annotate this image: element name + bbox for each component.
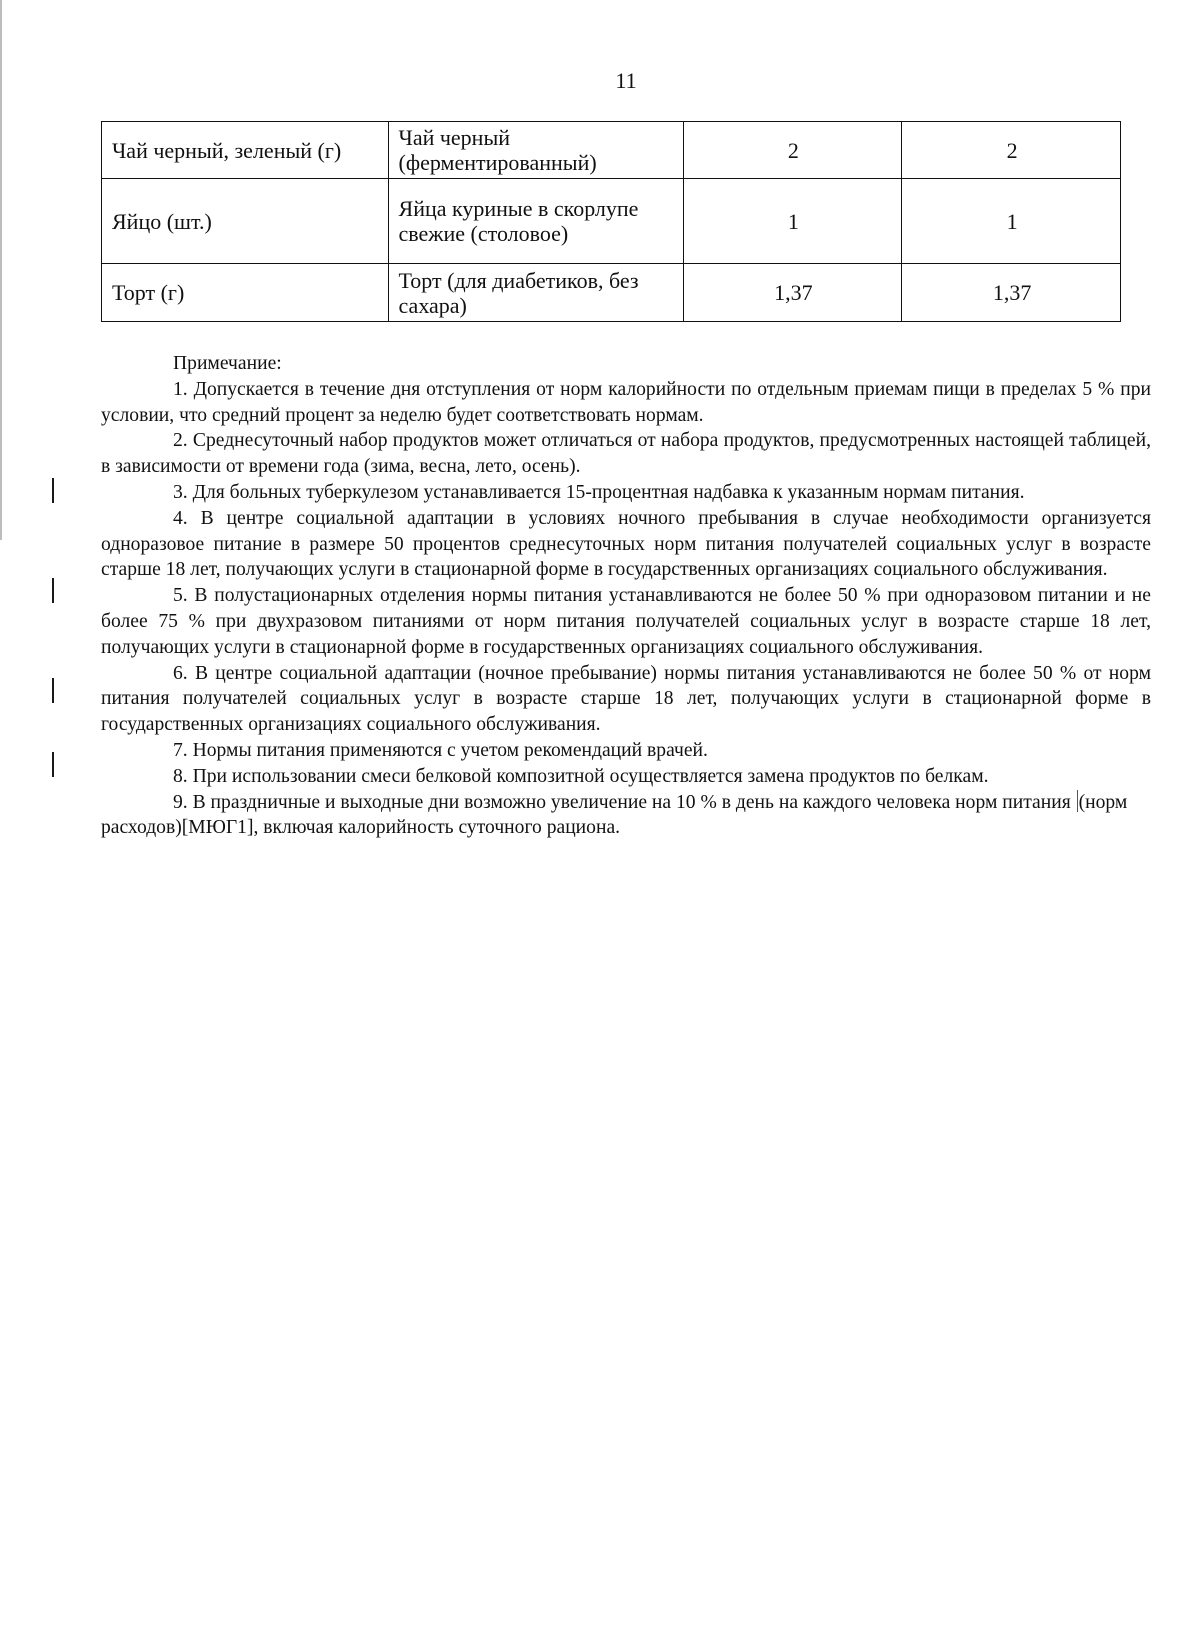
table-row	[102, 179, 1121, 264]
norm-value-cell: 1	[902, 179, 1121, 264]
comment-marker	[1077, 790, 1078, 812]
norm-value-cell: 1,37	[902, 264, 1121, 322]
page-number: 11	[615, 68, 637, 93]
note-item: 6. В центре социальной адаптации (ночное пребывание) нормы питания устанавливаются не более 50 % от норм питания получателей социальных услуг в возрасте старше 18 лет, получающих услуги в стационарной форме в государственных организациях социального обслуживания.	[101, 662, 1151, 736]
product-description-cell: Торт (для диабетиков, без сахара)	[388, 264, 683, 322]
notes-section	[101, 351, 1151, 841]
norm-value-cell: 1	[683, 179, 902, 264]
norm-value-cell: 2	[902, 122, 1121, 179]
food-norms-table	[101, 121, 1121, 322]
note-item: 5. В полустационарных отделения нормы питания устанавливаются не более 50 % при одноразовом питании и не более 75 % при двухразовом питаниями от норм питания получателей социальных услуг в возрасте старше 18 лет, получающих услуги в стационарной форме в государственных организациях социального обслуживания.	[101, 585, 1151, 658]
product-name-cell: Чай черный, зеленый (г)	[102, 122, 389, 179]
change-bar	[52, 752, 54, 777]
table-row	[102, 122, 1121, 179]
note-item-text: (норм расходов)[МЮГ1], включая калорийность суточного рациона.	[101, 791, 1128, 839]
change-bar	[52, 478, 54, 503]
norm-value-cell: 1,37	[683, 264, 902, 322]
notes-heading: Примечание:	[173, 353, 282, 374]
norm-value-cell: 2	[683, 122, 902, 179]
note-item: 3. Для больных туберкулезом устанавливается 15-процентная надбавка к указанным нормам питания.	[173, 481, 1025, 503]
product-description-cell: Чай черный (ферментированный)	[388, 122, 683, 179]
note-item: 4. В центре социальной адаптации в условиях ночного пребывания в случае необходимости организуется одноразовое питание в размере 50 процентов среднесуточных норм питания получателей социальных услуг в возрасте старше 18 лет, получающих услуги в стационарной форме в государственных организациях социального обслуживания.	[101, 507, 1151, 581]
change-bar	[52, 678, 54, 703]
product-name-cell: Торт (г)	[102, 264, 389, 322]
note-item: 1. Допускается в течение дня отступления от норм калорийности по отдельным приемам пищи в пределах 5 % при условии, что средний процент за неделю будет соответствовать нормам.	[101, 378, 1151, 426]
product-description-cell: Яйца куриные в скорлупе свежие (столовое)	[388, 179, 683, 264]
note-item: 7. Нормы питания применяются с учетом рекомендаций врачей.	[173, 739, 708, 761]
note-item: 2. Среднесуточный набор продуктов может отличаться от набора продуктов, предусмотренных настоящей таблицей, в зависимости от времени года (зима, весна, лето, осень).	[101, 430, 1151, 478]
note-item: 8. При использовании смеси белковой композитной осуществляется замена продуктов по белкам.	[173, 765, 989, 787]
note-item-text: 9. В праздничные и выходные дни возможно увеличение на 10 % в день на каждого человека норм питания	[173, 791, 1076, 813]
table-row	[102, 264, 1121, 322]
note-item	[101, 790, 1151, 842]
change-bar	[52, 578, 54, 603]
product-name-cell: Яйцо (шт.)	[102, 179, 389, 264]
